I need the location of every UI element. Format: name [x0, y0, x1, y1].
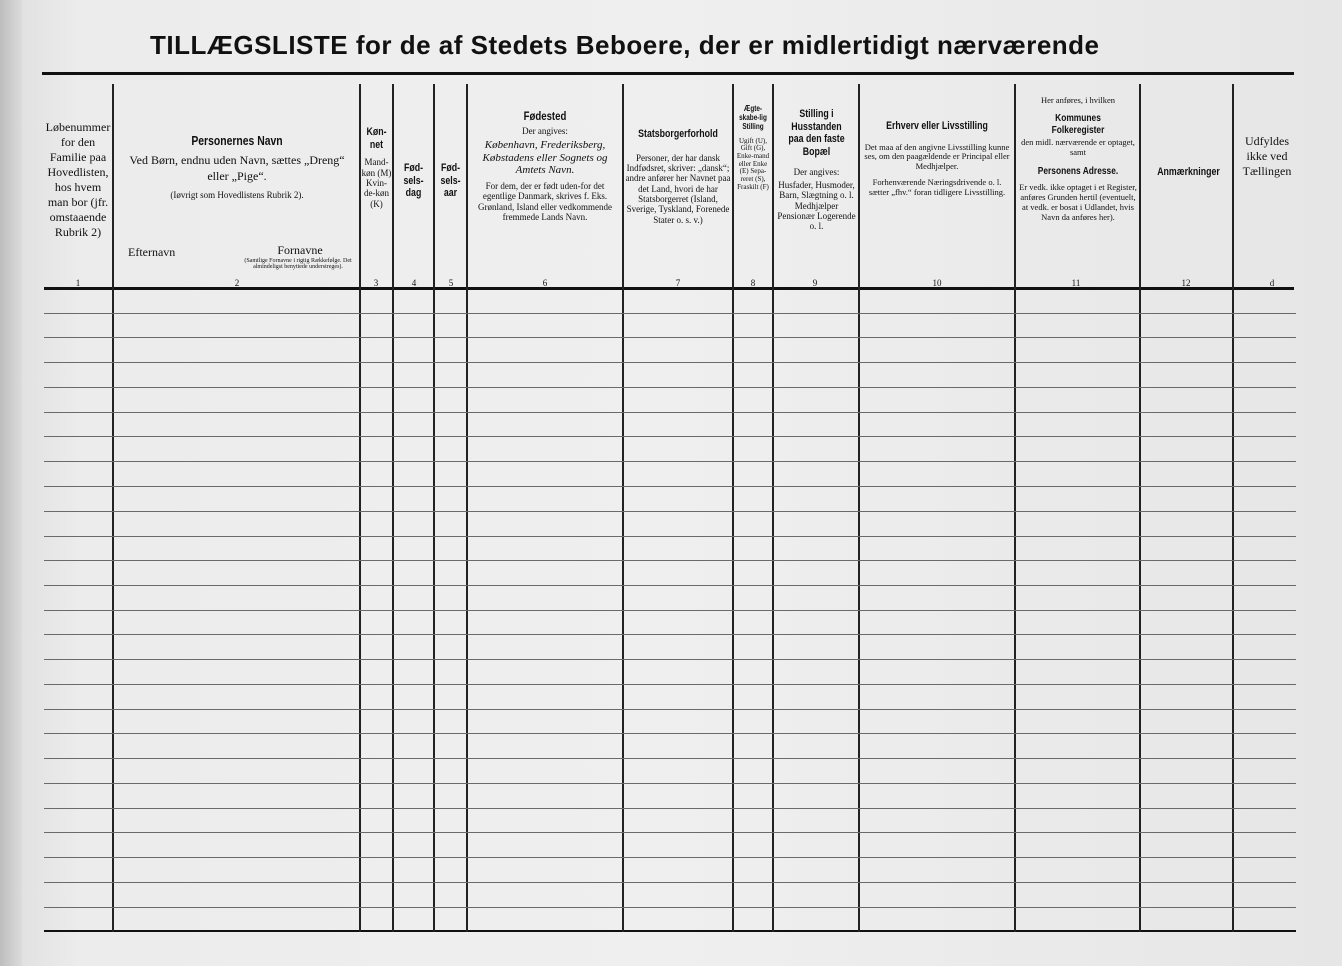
col11-heading2: Personens Adresse.: [1037, 165, 1119, 178]
col7-text: Personer, der har dansk Indfødsret, skriver: „dansk“; andre anfører her Navnet paa det Land, hvori de har Statsborgerret (Island, Sverige, Tyskland, Forenede Stater o. s. v.): [625, 152, 731, 225]
col10-text2: Forhenværende Næringsdrivende o. l. sætter „fhv.“ foran tidligere Livsstilling.: [868, 176, 1006, 197]
col10-text1: Det maa af den angivne Livsstilling kunne ses, om den paagældende er Principal eller Medhjælper.: [864, 141, 1010, 172]
col-number-d: d: [1269, 278, 1275, 288]
row-line: [44, 436, 1296, 437]
col2-heading: Personernes Navn: [191, 133, 283, 148]
column-divider: [433, 84, 435, 932]
column-divider: [858, 84, 860, 932]
row-line: [44, 313, 1296, 314]
col-number-7: 7: [675, 278, 681, 288]
col12-heading: Anmærkninger: [1157, 166, 1220, 178]
column-divider: [466, 84, 468, 932]
bottom-rule: [44, 930, 1296, 932]
col9-sub: Der angives:: [793, 166, 840, 177]
row-line: [44, 659, 1296, 660]
col8-heading: Ægte-skabe-lig Stilling: [739, 104, 767, 132]
row-line: [44, 387, 1296, 388]
col2-fornavne: Fornavne: [277, 243, 323, 257]
col11-heading: Kommunes Folkeregister: [1051, 111, 1105, 136]
col5-header: [435, 162, 466, 204]
col-number-6: 6: [542, 278, 548, 288]
col12-header: [1150, 166, 1222, 183]
row-line: [44, 758, 1296, 759]
col5-heading: Fød-sels-aar: [440, 162, 461, 200]
row-line: [44, 362, 1296, 363]
col1-header: [44, 120, 112, 240]
col-number-10: 10: [932, 278, 942, 288]
row-line: [44, 486, 1296, 487]
col8-text: Ugift (U), Gift (G), Enke-mand eller Enke (E) Sepa-reret (S), Fraskilt (F): [736, 136, 770, 191]
row-line: [44, 684, 1296, 685]
column-divider: [772, 84, 774, 932]
form-title: TILLÆGSLISTE for de af Stedets Beboere, der er midlertidigt nærværende: [150, 30, 1100, 60]
row-line: [44, 882, 1296, 883]
col-number-5: 5: [448, 278, 454, 288]
col3-header: [361, 126, 392, 209]
col-number-4: 4: [411, 278, 417, 288]
row-line: [44, 511, 1296, 512]
row-line: [44, 709, 1296, 710]
col10-header: [864, 120, 1010, 197]
col-number-1: 1: [75, 278, 81, 288]
column-divider: [1139, 84, 1141, 932]
col7-heading: Statsborgerforhold: [638, 128, 718, 140]
top-rule: [42, 72, 1294, 75]
page-edge: [0, 0, 22, 966]
col10-heading: Erhverv eller Livsstilling: [886, 120, 988, 132]
row-line: [44, 412, 1296, 413]
col2-sub: (Iøvrigt som Hovedlistens Rubrik 2).: [170, 190, 304, 201]
row-line: [44, 461, 1296, 462]
col-number-12: 12: [1181, 278, 1191, 288]
col2-header: [118, 134, 356, 200]
row-line: [44, 808, 1296, 809]
col7-header: [624, 128, 732, 225]
row-line: [44, 560, 1296, 561]
col-number-2: 2: [234, 278, 240, 288]
col6-heading: Fødested: [523, 109, 567, 123]
column-divider: [359, 84, 361, 932]
col11-top: Her anføres, i hvilken: [1040, 95, 1116, 105]
row-line: [44, 337, 1296, 338]
col9-heading: Stilling i Husstanden paa den faste Bopæl: [788, 108, 845, 158]
row-line: [44, 783, 1296, 784]
col6-header: [470, 110, 620, 222]
col11-header: [1018, 96, 1138, 223]
col8-header: [734, 104, 772, 191]
col-number-9: 9: [812, 278, 818, 288]
col4-heading: Fød-sels-dag: [403, 162, 424, 200]
column-divider: [112, 84, 114, 932]
col-number-8: 8: [750, 278, 756, 288]
row-line: [44, 585, 1296, 586]
col-number-3: 3: [373, 278, 379, 288]
cold-header: [1240, 134, 1294, 179]
row-line: [44, 536, 1296, 537]
row-line: [44, 907, 1296, 908]
col3-heading: Køn-net: [366, 126, 387, 151]
col2-note: Ved Børn, endnu uden Navn, sættes „Dreng“ eller „Pige“.: [129, 152, 345, 183]
col6-text2: For dem, der er født uden-for det egentlige Danmark, skrives f. Eks. Grønland, Island eller vedkommende fremmede Lands Navn.: [478, 181, 612, 223]
col3-text: Mand-køn (M) Kvin-de-køn (K): [361, 157, 392, 209]
cold-text: Udfyldes ikke ved Tællingen: [1242, 134, 1292, 178]
row-line: [44, 832, 1296, 833]
column-divider: [392, 84, 394, 932]
row-line: [44, 634, 1296, 635]
col6-text1: København, Frederiksberg, Købstadens eller Sognets og Amtets Navn.: [482, 139, 608, 177]
column-divider: [1232, 84, 1234, 932]
col-number-11: 11: [1071, 278, 1081, 288]
col11-text2: Er vedk. ikke optaget i et Register, anføres Grunden hertil (eventuelt, at vedk. er bosat i Udlandet, hvis Navn da anføres her).: [1019, 182, 1137, 222]
column-divider: [732, 84, 734, 932]
column-divider: [1014, 84, 1016, 932]
row-line: [44, 733, 1296, 734]
row-line: [44, 610, 1296, 611]
col9-text: Husfader, Husmoder, Barn, Slægtning o. l. Medhjælper Pensionær Logerende o. l.: [777, 179, 856, 232]
col6-sub: Der angives:: [522, 125, 568, 136]
row-line: [44, 857, 1296, 858]
col2-efternavn: Efternavn: [128, 245, 176, 259]
col1-text: Løbenummer for den Familie paa Hovedlisten, hos hvem man bor (jfr. omstaaende Rubrik 2): [45, 120, 111, 239]
col4-header: [394, 162, 433, 204]
col11-text1: den midl. nærværende er optaget, samt: [1021, 136, 1135, 157]
col9-header: [775, 108, 858, 232]
col2-fornavne-note: (Samtlige Fornavne i rigtig Rækkefølge. Det almindeligst benyttede understreges).: [244, 258, 352, 271]
